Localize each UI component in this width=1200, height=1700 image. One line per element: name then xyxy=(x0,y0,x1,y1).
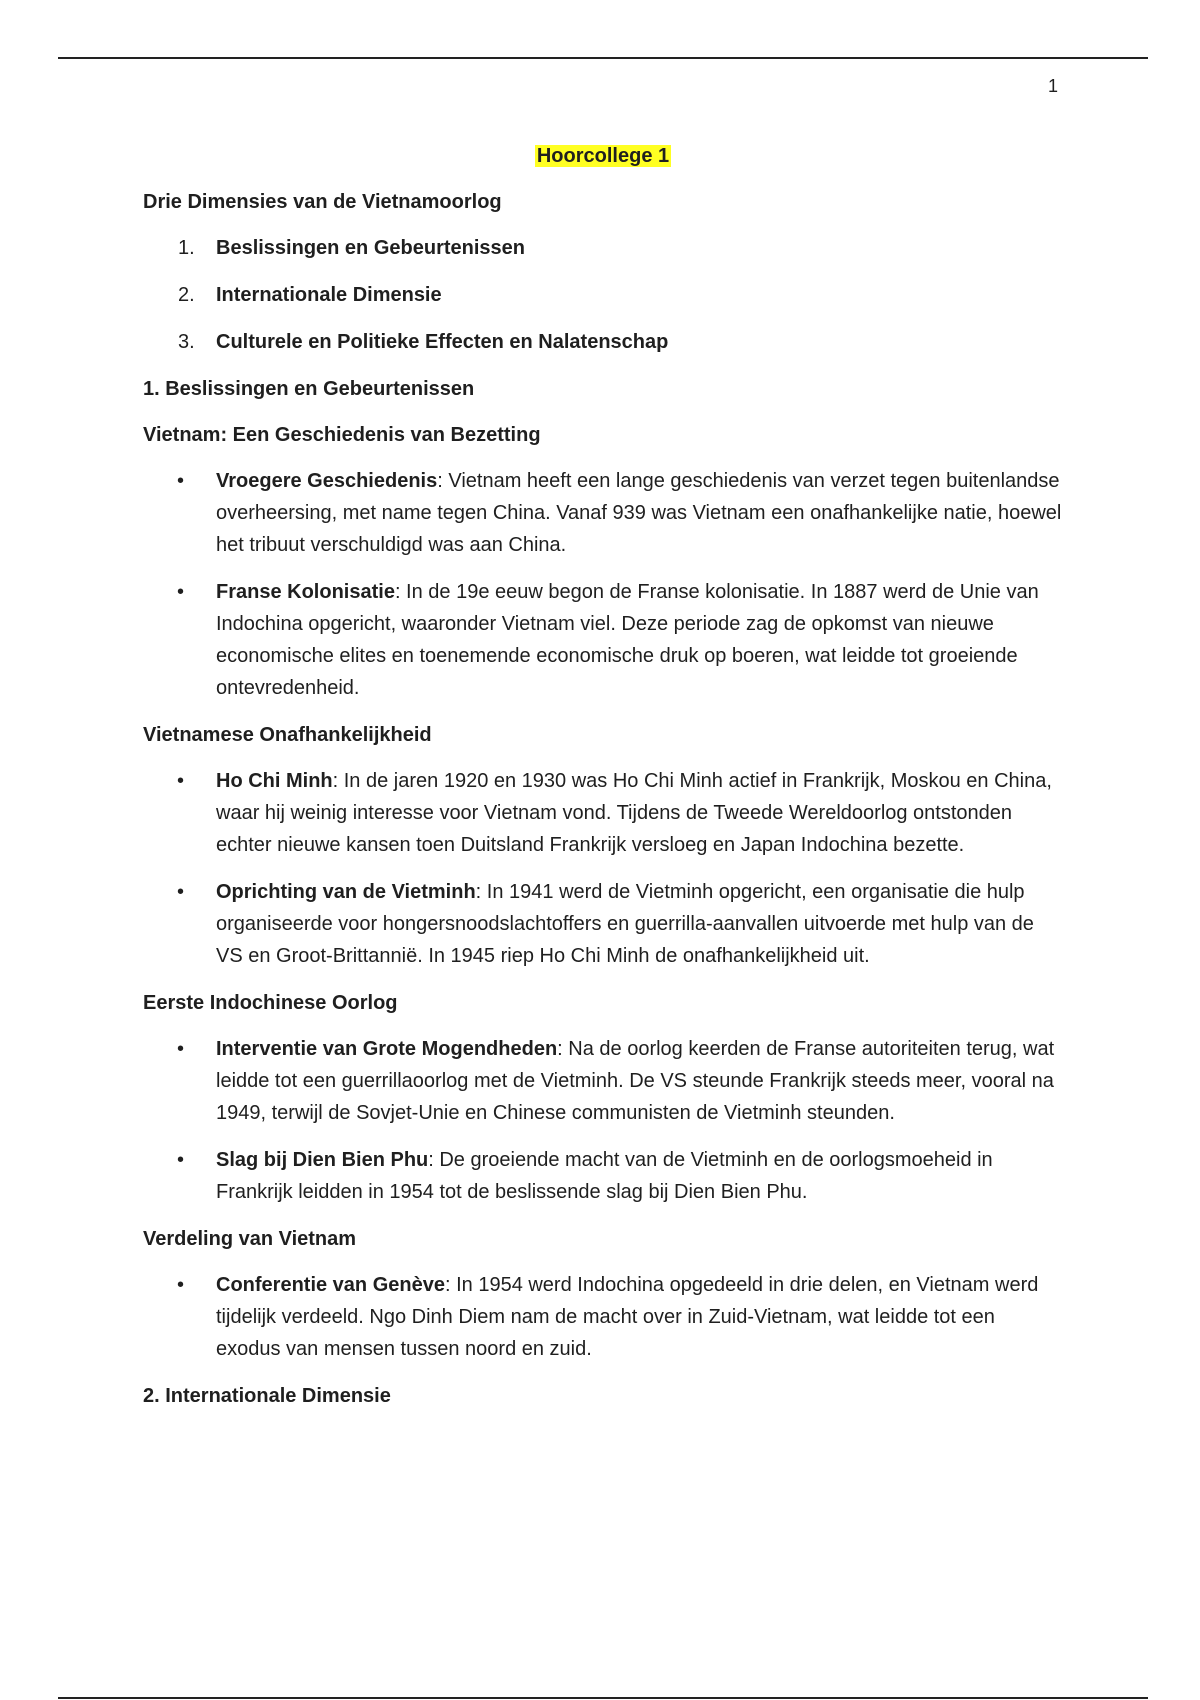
bullet-term: Ho Chi Minh xyxy=(216,770,333,792)
document-title xyxy=(143,140,1063,172)
bullet-list-independence xyxy=(143,765,1063,972)
bullet-item xyxy=(143,1144,1063,1208)
bullet-text: : In 1954 werd Indochina opgedeeld in drie delen, en Vietnam werd tijdelijk verdeeld. Ngo Dinh Diem nam de macht over in Zuid-Vietnam, wat leidde tot een exodus van mensen tussen noord en zuid. xyxy=(216,1274,1039,1360)
bullet-item xyxy=(143,576,1063,704)
dimension-item xyxy=(143,279,1063,311)
bullet-term: Conferentie van Genève xyxy=(216,1274,445,1296)
bullet-text: : In de jaren 1920 en 1930 was Ho Chi Minh actief in Frankrijk, Moskou en China, waar hij weinig interesse voor Vietnam vond. Tijdens de Tweede Wereldoorlog ontstonden echter nieuwe kansen toen Duitsland Frankrijk versloeg en Japan Indochina bezette. xyxy=(216,770,1052,856)
dimension-number: 2. xyxy=(178,284,195,306)
subsection-heading-independence: Vietnamese Onafhankelijkheid xyxy=(143,724,432,746)
title-highlight: Hoorcollege 1 xyxy=(536,145,670,167)
subsection-heading-first-war: Eerste Indochinese Oorlog xyxy=(143,992,398,1014)
section-heading-2: 2. Internationale Dimensie xyxy=(143,1385,391,1407)
bullet-text: : Vietnam heeft een lange geschiedenis van verzet tegen buitenlandse overheersing, met name tegen China. Vanaf 939 was Vietnam een onafhankelijke natie, hoewel het tribuut verschuldigd was aan China. xyxy=(216,470,1062,556)
bullet-term: Franse Kolonisatie xyxy=(216,581,395,603)
bullet-list-occupation xyxy=(143,465,1063,704)
dimensions-list xyxy=(143,232,1063,358)
dimension-number: 3. xyxy=(178,331,195,353)
bullet-list-division xyxy=(143,1269,1063,1365)
bullet-term: Slag bij Dien Bien Phu xyxy=(216,1149,429,1171)
bullet-text: : In de 19e eeuw begon de Franse kolonisatie. In 1887 werd de Unie van Indochina opgericht, waaronder Vietnam viel. Deze periode zag de opkomst van nieuwe economische elites en toenemende economische druk op boeren, wat leidde tot groeiende ontevredenheid. xyxy=(216,581,1039,699)
subsection-heading-occupation: Vietnam: Een Geschiedenis van Bezetting xyxy=(143,424,541,446)
dimension-item xyxy=(143,232,1063,264)
section-heading-1: 1. Beslissingen en Gebeurtenissen xyxy=(143,378,475,400)
dimension-label: Beslissingen en Gebeurtenissen xyxy=(216,237,525,259)
bullet-text: : Na de oorlog keerden de Franse autoriteiten terug, wat leidde tot een guerrillaoorlog met de Vietminh. De VS steunde Frankrijk steeds meer, vooral na 1949, terwijl de Sovjet-Unie en Chinese communisten de Vietminh steunden. xyxy=(216,1038,1055,1124)
bullet-term: Oprichting van de Vietminh xyxy=(216,881,476,903)
footer-rule xyxy=(58,1697,1148,1699)
dimensions-heading: Drie Dimensies van de Vietnamoorlog xyxy=(143,191,502,213)
bullet-text: : In 1941 werd de Vietminh opgericht, een organisatie die hulp organiseerde voor hongersnoodslachtoffers en guerrilla-aanvallen uitvoerde met hulp van de VS en Groot-Brittannië. In 1945 riep Ho Chi Minh de onafhankelijkheid uit. xyxy=(216,881,1034,967)
header-rule xyxy=(58,57,1148,59)
bullet-term: Interventie van Grote Mogendheden xyxy=(216,1038,558,1060)
dimension-label: Internationale Dimensie xyxy=(216,284,442,306)
dimension-number: 1. xyxy=(178,237,195,259)
bullet-item xyxy=(143,765,1063,861)
dimension-item xyxy=(143,326,1063,358)
bullet-item xyxy=(143,1269,1063,1365)
bullet-item xyxy=(143,876,1063,972)
page-number: 1 xyxy=(1048,76,1059,96)
document-body xyxy=(143,140,1063,1426)
dimension-label: Culturele en Politieke Effecten en Nalatenschap xyxy=(216,331,669,353)
bullet-text: : De groeiende macht van de Vietminh en de oorlogsmoeheid in Frankrijk leidden in 1954 tot de beslissende slag bij Dien Bien Phu. xyxy=(216,1149,993,1203)
bullet-term: Vroegere Geschiedenis xyxy=(216,470,438,492)
bullet-item xyxy=(143,1033,1063,1129)
bullet-list-first-war xyxy=(143,1033,1063,1208)
subsection-heading-division: Verdeling van Vietnam xyxy=(143,1228,357,1250)
bullet-item xyxy=(143,465,1063,561)
